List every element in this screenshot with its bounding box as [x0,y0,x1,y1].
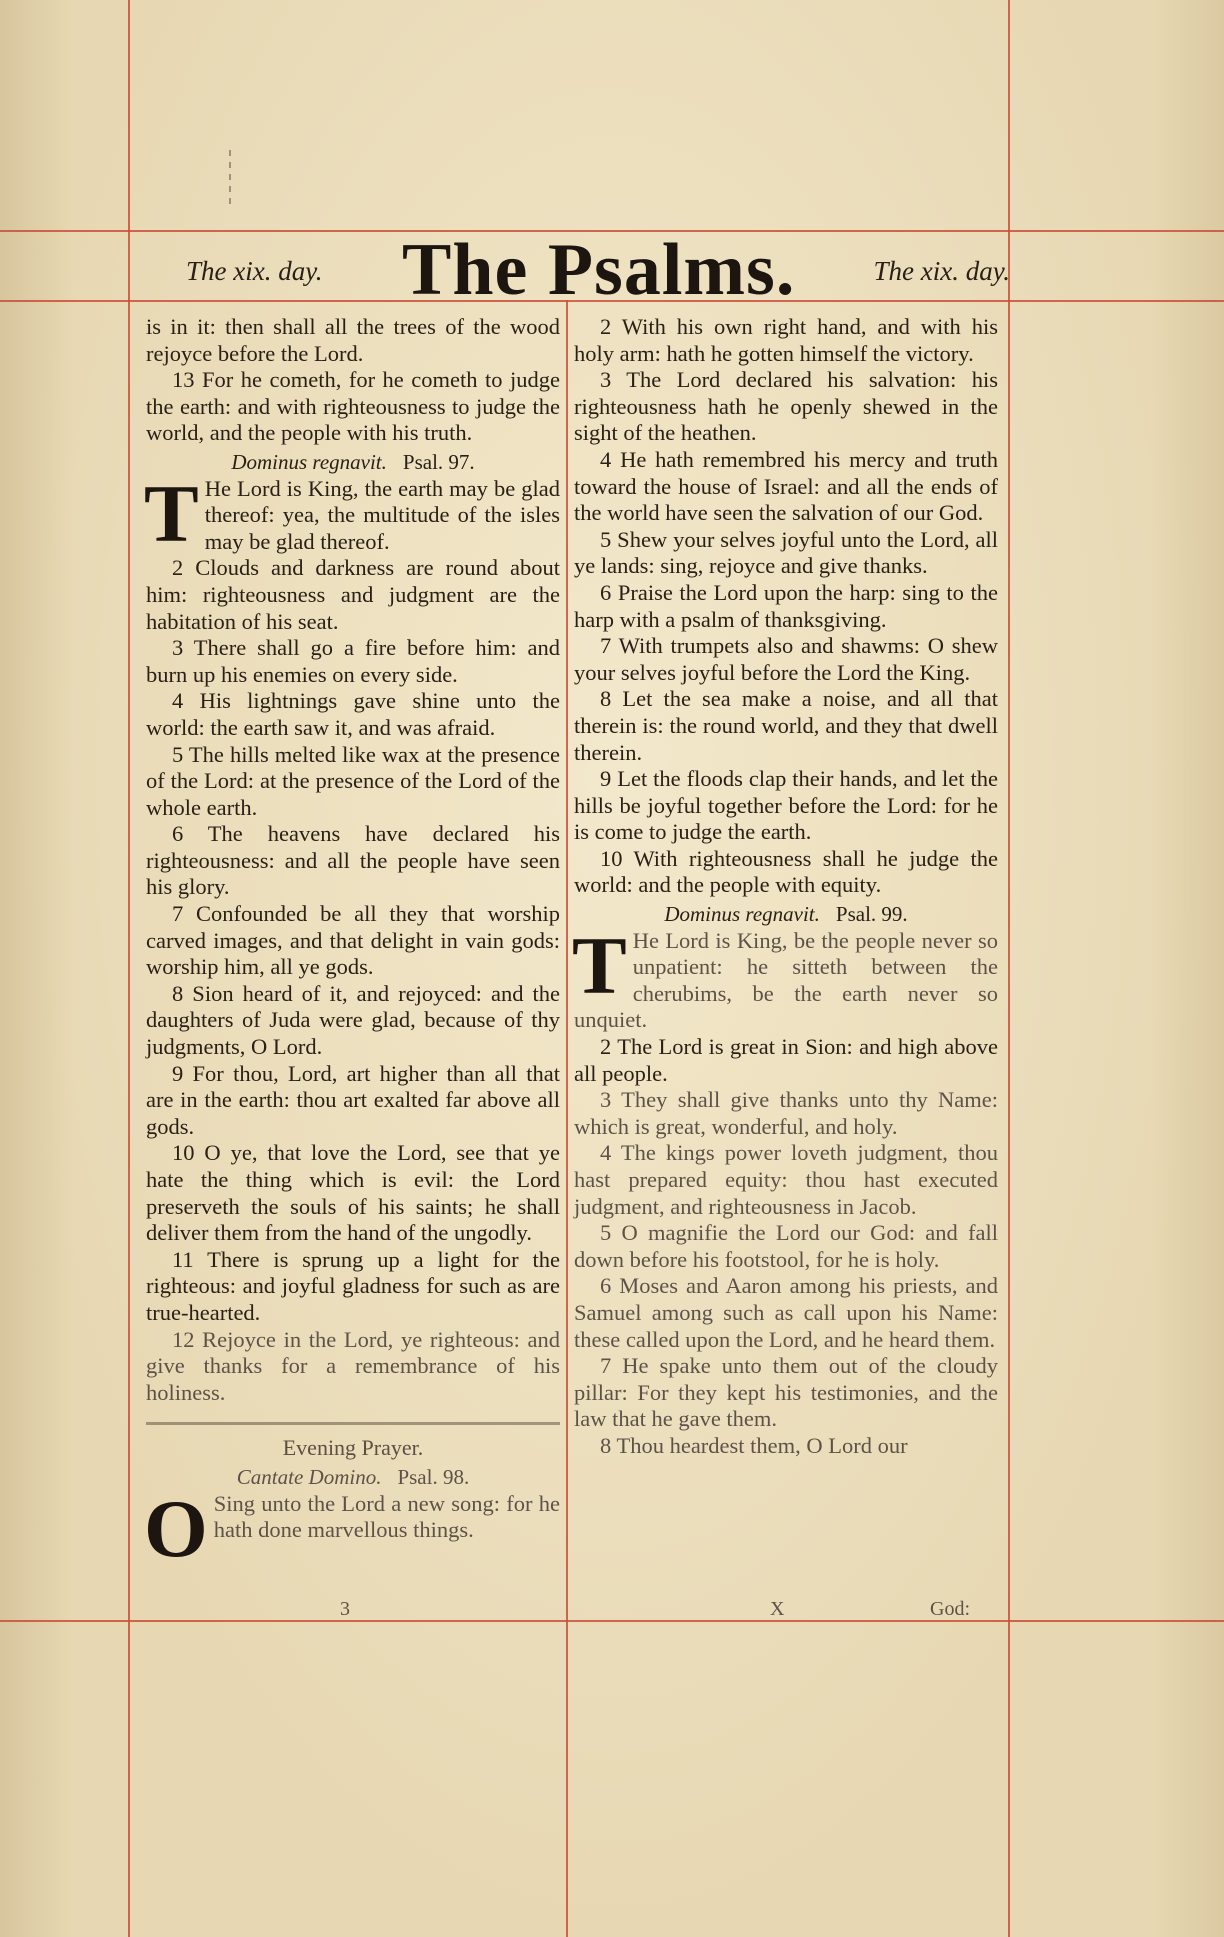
verse: 11 There is sprung up a light for the righteous: and joyful gladness for such as are true-hearted. [146,1246,560,1325]
signature-mark: 3 [340,1598,350,1620]
left-margin-rule [128,0,130,1937]
verse: 9 Let the floods clap their hands, and let the hills be joyful together before the Lord: for he is come to judge the earth. [574,766,998,845]
verse: 4 The kings power loveth judgment, thou hast prepared equity: thou hast executed judgment, and righteousness in Jacob. [574,1140,998,1219]
right-column [574,314,998,1460]
verse-text: He Lord is King, be the people never so unpatient: he sitteth between the cherubims, be the earth never so unquiet. [574,927,998,1033]
section-divider [146,1422,560,1425]
psalm-heading-99 [574,901,998,928]
verse: 6 Moses and Aaron among his priests, and Samuel among such as call upon his Name: these called upon the Lord, and he heard them. [574,1273,998,1352]
psalm-latin-title: Cantate Domino. [236,1464,382,1489]
verse: 10 With righteousness shall he judge the world: and the people with equity. [574,845,998,898]
verse: 7 He spake unto them out of the cloudy pillar: For they kept his testimonies, and the law that he gave them. [574,1353,998,1432]
verse: 2 Clouds and darkness are round about him: righteousness and judgment are the habitation of his seat. [146,555,560,634]
psalm-number: Psal. 99. [835,902,908,927]
verse: 2 The Lord is great in Sion: and high above all people. [574,1034,998,1086]
verse [144,467,560,559]
drop-cap: T [572,919,627,1011]
verse: 3 There shall go a fire before him: and burn up his enemies on every side. [146,635,560,687]
verse-text: Sing unto the Lord a new song: for he hath done marvellous things. [213,1490,560,1543]
verse-text: He Lord is King, the earth may be glad thereof: yea, the multitude of the isles may be glad thereof. [204,475,560,554]
verse: 2 With his own right hand, and with his holy arm: hath he gotten himself the victory. [574,314,998,366]
verse: 13 For he cometh, for he cometh to judge the earth: and with righteousness to judge the world, and the people with his truth. [146,367,560,446]
verse: 6 The heavens have declared his righteousness: and all the people have seen his glory. [146,821,560,900]
drop-cap: O [144,1482,208,1574]
center-rule [566,300,568,1937]
psalm-number: Psal. 97. [402,449,475,474]
header-day-left: The xix. day. [186,256,323,286]
running-header [140,229,1010,311]
psalm-latin-title: Dominus regnavit. [231,449,387,474]
catchword: God: [930,1598,970,1620]
psalm-heading-98 [146,1464,560,1491]
verse: 8 Thou heardest them, O Lord our [600,1432,908,1458]
verse: 8 Let the sea make a noise, and all that therein is: the round world, and they that dwell therein. [574,686,998,765]
verse: 5 Shew your selves joyful unto the Lord, all ye lands: sing, rejoyce and give thanks. [574,526,998,579]
psalm-number: Psal. 98. [397,1464,470,1489]
verse: 7 With trumpets also and shawms: O shew your selves joyful before the Lord the King. [574,633,998,685]
verse [144,1482,560,1574]
verse: 6 Praise the Lord upon the harp: sing to the harp with a psalm of thanksgiving. [574,579,998,632]
verse: 5 The hills melted like wax at the presence of the Lord: at the presence of the Lord of the whole earth. [146,741,560,820]
verse: 12 Rejoyce in the Lord, ye righteous: and give thanks for a remembrance of his holiness. [146,1326,560,1405]
verse: is in it: then shall all the trees of the wood rejoyce before the Lord. [146,314,560,366]
header-day-right: The xix. day. [873,256,1010,286]
verse: 7 Confounded be all they that worship carved images, and that delight in vain gods: worship him, all ye gods. [146,901,560,980]
drop-cap: T [144,467,199,559]
pencil-mark [229,150,231,210]
verse: 3 The Lord declared his salvation: his righteousness hath he openly shewed in the sight of the heathen. [574,367,998,446]
folio-mark: X [770,1598,785,1620]
verse: 5 O magnifie the Lord our God: and fall down before his footstool, for he is holy. [574,1220,998,1272]
page-title: The Psalms. [402,229,796,311]
verse: 4 He hath remembred his mercy and truth toward the house of Israel: and all the ends of the world have seen the salvation of our God. [574,446,998,526]
verse: 9 For thou, Lord, art higher than all that are in the earth: thou art exalted far above all gods. [146,1060,560,1139]
verse: 8 Sion heard of it, and rejoyced: and the daughters of Juda were glad, because of thy judgments, O Lord. [146,980,560,1060]
left-column [144,314,560,1574]
evening-prayer-heading: Evening Prayer. [282,1435,424,1461]
verse: 3 They shall give thanks unto thy Name: which is great, wonderful, and holy. [574,1087,998,1139]
verse [572,919,998,1034]
verse: 4 His lightnings gave shine unto the world: the earth saw it, and was afraid. [146,688,560,740]
psalm-heading-97 [146,449,560,476]
psalm-latin-title: Dominus regnavit. [664,902,820,927]
bottom-rule [0,1620,1224,1622]
verse: 10 O ye, that love the Lord, see that ye hate the thing which is evil: the Lord preserveth the souls of his saints; he shall deliver them from the hand of the ungodly. [146,1140,560,1246]
